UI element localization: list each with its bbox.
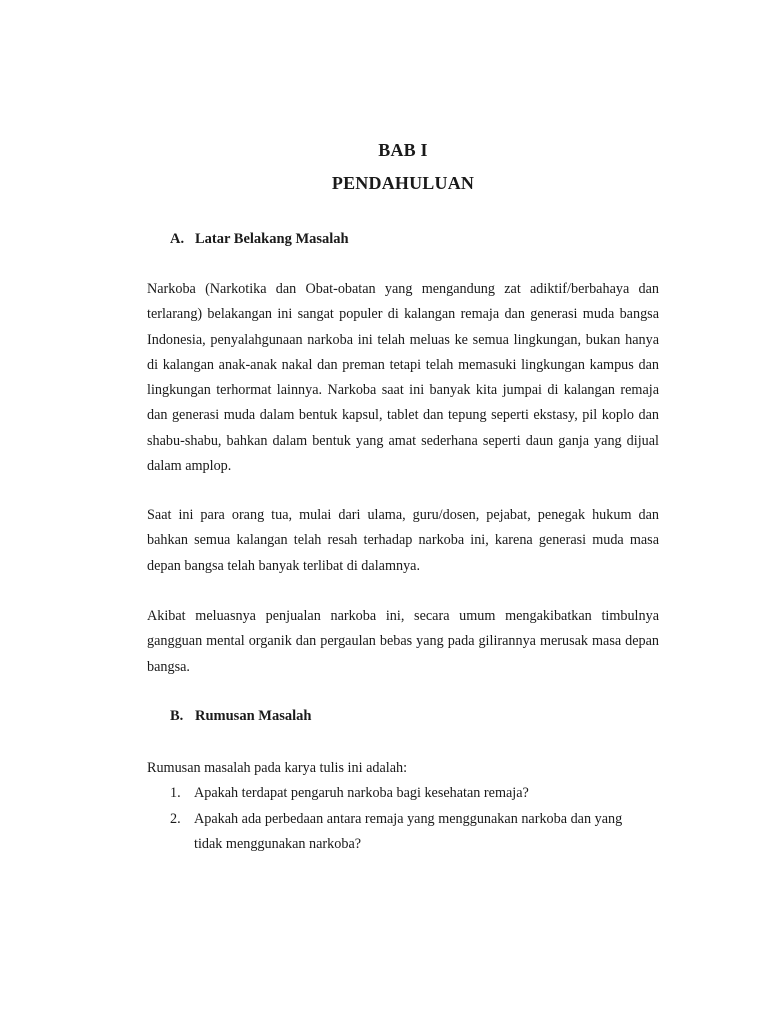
section-b-heading xyxy=(170,708,311,725)
list-item-number: 2. xyxy=(170,810,181,827)
section-b-title: Rumusan Masalah xyxy=(195,708,312,724)
chapter-number: BAB I xyxy=(378,140,428,160)
section-a-heading xyxy=(170,231,349,248)
list-item xyxy=(170,807,640,858)
list-item-number: 1. xyxy=(170,785,181,801)
section-b-letter: B. xyxy=(170,708,184,724)
list-item-text: Apakah terdapat pengaruh narkoba bagi kesehatan remaja? xyxy=(194,785,529,801)
background-paragraph-2: Saat ini para orang tua, mulai dari ulama, guru/dosen, pejabat, penegak hukum dan bahkan semua kalangan telah resah terhadap narkoba ini, karena generasi muda masa depan bangsa telah banyak terlibat di dalamnya. xyxy=(147,507,659,574)
section-a-letter: A. xyxy=(170,231,185,247)
list-item xyxy=(170,781,640,807)
problem-list xyxy=(170,781,640,858)
list-item-text: Apakah ada perbedaan antara remaja yang menggunakan narkoba dan yang tidak menggunakan narkoba? xyxy=(194,810,623,852)
background-paragraph-3: Akibat meluasnya penjualan narkoba ini, secara umum mengakibatkan timbulnya gangguan mental organik dan pergaulan bebas yang pada gilirannya merusak masa depan bangsa. xyxy=(147,608,659,675)
chapter-title: PENDAHULUAN xyxy=(331,173,475,193)
section-a-title: Latar Belakang Masalah xyxy=(195,231,349,247)
problem-statement-intro: Rumusan masalah pada karya tulis ini adalah: xyxy=(147,760,408,776)
background-paragraph-1: Narkoba (Narkotika dan Obat-obatan yang mengandung zat adiktif/berbahaya dan terlarang) belakangan ini sangat populer di kalangan remaja dan generasi muda bangsa Indonesia, penyalahgunaan narkoba ini telah meluas ke semua lingkungan, bukan hanya di kalangan anak-anak nakal dan preman tetapi telah memasuki lingkungan kampus dan lingkungan terhormat lainnya. Narkoba saat ini banyak kita jumpai di kalangan remaja dan generasi muda dalam bentuk kapsul, tablet dan tepung seperti ekstasy, pil koplo dan shabu-shabu, bahkan dalam bentuk yang amat sederhana seperti daun ganja yang dijual dalam amplop. xyxy=(147,281,659,475)
